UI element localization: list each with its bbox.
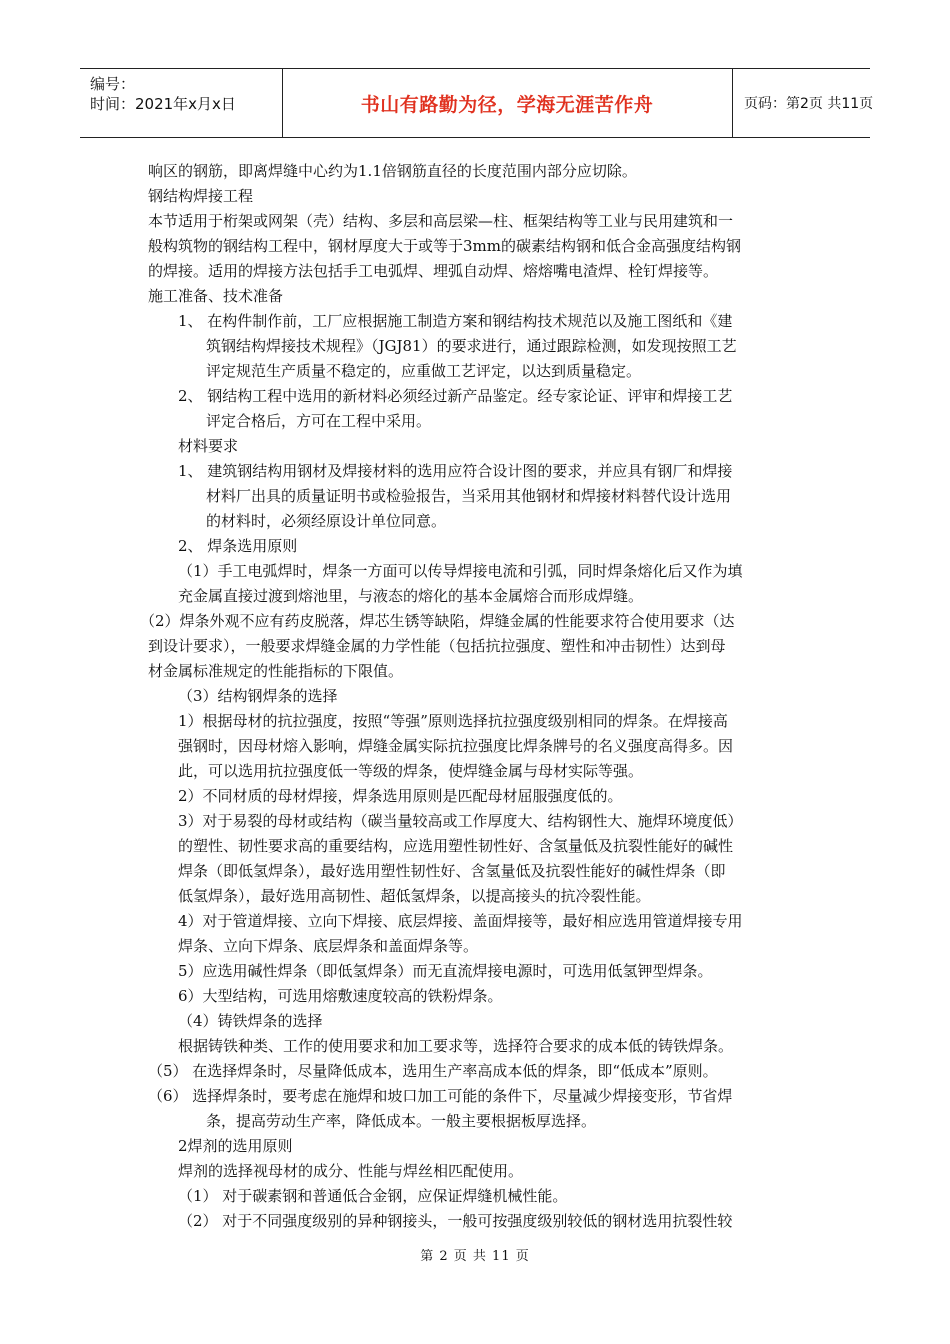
- body-line: 根据铸铁种类、工作的使用要求和加工要求等，选择符合要求的成本低的铸铁焊条。: [178, 1037, 734, 1055]
- list-item-continuation: 筑钢结构焊接技术规程》（JGJ81）的要求进行，通过跟踪检测，如发现按照工艺: [206, 337, 737, 355]
- body-line: 5）应选用碱性焊条（即低氢焊条）而无直流焊接电源时，可选用低氢钾型焊条。: [178, 962, 713, 980]
- header-motto-cell: [282, 69, 733, 137]
- list-item-continuation: 评定合格后，方可在工程中采用。: [206, 412, 432, 430]
- body-line: 到设计要求），一般要求焊缝金属的力学性能（包括抗拉强度、塑性和冲击韧性）达到母: [148, 637, 726, 655]
- body-line: 响区的钢筋，即离焊缝中心约为1.1倍钢筋直径的长度范围内部分应切除。: [148, 162, 637, 180]
- list-item: （5） 在选择焊条时，尽量降低成本，选用生产率高成本低的焊条，即“低成本”原则。: [148, 1062, 718, 1080]
- page-header: [80, 68, 874, 138]
- body-line: 2）不同材质的母材焊接，焊条选用原则是匹配母材屈服强度低的。: [178, 787, 623, 805]
- body-line: 般构筑物的钢结构工程中，钢材厚度大于或等于3mm的碳素结构钢和低合金高强度结构钢: [148, 237, 741, 255]
- header-page-number: 页码：第2页 共11页: [744, 96, 874, 112]
- body-line: 的塑性、韧性要求高的重要结构，应选用塑性韧性好、含氢量低及抗裂性能好的碱性: [178, 837, 734, 855]
- header-page-cell: [732, 69, 874, 137]
- list-item: （2） 对于不同强度级别的异种钢接头，一般可按强度级别较低的钢材选用抗裂性较: [178, 1212, 733, 1230]
- section-heading: （4）铸铁焊条的选择: [178, 1012, 323, 1030]
- section-heading: 2焊剂的选用原则: [178, 1137, 293, 1155]
- body-line: 本节适用于桁架或网架（壳）结构、多层和高层梁—柱、框架结构等工业与民用建筑和一: [148, 212, 734, 230]
- body-line: 4）对于管道焊接、立向下焊接、底层焊接、盖面焊接等，最好相应选用管道焊接专用: [178, 912, 743, 930]
- list-item: 1、 建筑钢结构用钢材及焊接材料的选用应符合设计图的要求，并应具有钢厂和焊接: [178, 462, 733, 480]
- list-item: 2、 焊条选用原则: [178, 537, 298, 555]
- section-heading: 材料要求: [178, 437, 239, 455]
- section-heading: 施工准备、技术准备: [148, 287, 284, 305]
- body-line: 3）对于易裂的母材或结构（碳当量较高或工作厚度大、结构钢性大、施焊环境度低）: [178, 812, 743, 830]
- list-item-continuation: 条，提高劳动生产率，降低成本。一般主要根据板厚选择。: [206, 1112, 597, 1130]
- section-heading: （3）结构钢焊条的选择: [178, 687, 338, 705]
- body-line: 焊条、立向下焊条、底层焊条和盖面焊条等。: [178, 937, 479, 955]
- body-line: 的焊接。适用的焊接方法包括手工电弧焊、埋弧自动焊、熔熔嘴电渣焊、栓钉焊接等。: [148, 262, 719, 280]
- body-line: 1）根据母材的抗拉强度，按照“等强”原则选择抗拉强度级别相同的焊条。在焊接高: [178, 712, 728, 730]
- list-item-continuation: 的材料时，必须经原设计单位同意。: [206, 512, 447, 530]
- header-info-cell: [80, 69, 283, 137]
- document-date-label: 时间：2021年x月x日: [90, 95, 236, 113]
- body-line: （2）焊条外观不应有药皮脱落，焊芯生锈等缺陷，焊缝金属的性能要求符合使用要求（达: [140, 612, 735, 630]
- list-item-continuation: 材料厂出具的质量证明书或检验报告，当采用其他钢材和焊接材料替代设计选用: [206, 487, 732, 505]
- page-footer: 第 2 页 共 11 页: [420, 1249, 530, 1264]
- list-item: （1） 对于碳素钢和普通低合金钢，应保证焊缝机械性能。: [178, 1187, 568, 1205]
- body-line: 焊条（即低氢焊条），最好选用塑性韧性好、含氢量低及抗裂性能好的碱性焊条（即: [178, 862, 726, 880]
- body-line: 低氢焊条），最好选用高韧性、超低氢焊条，以提高接头的抗冷裂性能。: [178, 887, 651, 905]
- list-item: （6） 选择焊条时，要考虑在施焊和坡口加工可能的条件下，尽量减少焊接变形，节省焊: [148, 1087, 733, 1105]
- document-number-label: 编号：: [90, 75, 136, 93]
- body-line: 材金属标准规定的性能指标的下限值。: [148, 662, 404, 680]
- list-item: 1、 在构件制作前，工厂应根据施工制造方案和钢结构技术规范以及施工图纸和《建: [178, 312, 733, 330]
- body-line: 焊剂的选择视母材的成分、性能与焊丝相匹配使用。: [178, 1162, 524, 1180]
- body-line: 充金属直接过渡到熔池里，与液态的熔化的基本金属熔合而形成焊缝。: [178, 587, 644, 605]
- list-item-continuation: 评定规范生产质量不稳定的，应重做工艺评定，以达到质量稳定。: [206, 362, 642, 380]
- body-line: （1）手工电弧焊时，焊条一方面可以传导焊接电流和引弧，同时焊条熔化后又作为填: [178, 562, 743, 580]
- list-item: 2、 钢结构工程中选用的新材料必须经过新产品鉴定。经专家论证、评审和焊接工艺: [178, 387, 733, 405]
- body-line: 强钢时，因母材熔入影响，焊缝金属实际抗拉强度比焊条牌号的名义强度高得多。因: [178, 737, 734, 755]
- body-line: 此，可以选用抗拉强度低一等级的焊条，使焊缝金属与母材实际等强。: [178, 762, 644, 780]
- section-heading: 钢结构焊接工程: [148, 187, 254, 205]
- header-motto: 书山有路勤为径，学海无涯苦作舟: [360, 93, 654, 116]
- body-line: 6）大型结构，可选用熔敷速度较高的铁粉焊条。: [178, 987, 503, 1005]
